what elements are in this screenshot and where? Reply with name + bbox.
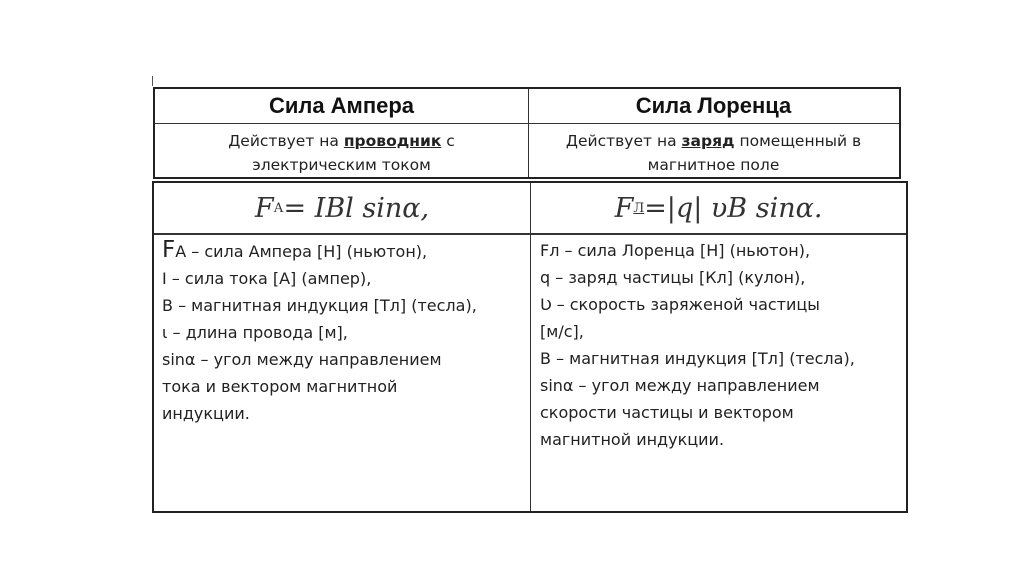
ampere-terms xyxy=(162,237,524,427)
margin-mark xyxy=(152,76,153,86)
lorentz-term-line: q – заряд частицы [Кл] (кулон), xyxy=(540,268,806,287)
ampere-first-letter: F xyxy=(162,237,176,263)
lorentz-formula xyxy=(531,185,906,231)
ampere-term-line: индукции. xyxy=(162,404,250,423)
lorentz-term-line: Ʋ – скорость заряженой частицы xyxy=(540,295,820,314)
comparison-header-table xyxy=(153,87,901,179)
lorentz-term-line: магнитной индукции. xyxy=(540,430,725,449)
ampere-formula-rhs: = IBl sinα, xyxy=(283,192,430,224)
lorentz-formula-symbol: F xyxy=(614,192,634,224)
lorentz-formula-subscript: Л xyxy=(633,200,645,216)
ampere-desc-line2: электрическим током xyxy=(252,156,431,174)
ampere-desc-suffix: с xyxy=(441,132,455,150)
lorentz-term-line: скорости частицы и вектором xyxy=(540,403,794,422)
lorentz-description xyxy=(532,129,895,177)
ampere-desc-keyword: проводник xyxy=(343,132,442,150)
header-divider xyxy=(155,123,899,124)
ampere-term-line: B – магнитная индукция [Тл] (тесла), xyxy=(162,296,477,315)
ampere-formula-symbol: F xyxy=(254,192,274,224)
ampere-title: Сила Ампера xyxy=(268,93,415,118)
lorentz-desc-suffix: помещенный в xyxy=(734,132,862,150)
lorentz-term-line: B – магнитная индукция [Тл] (тесла), xyxy=(540,349,855,368)
ampere-desc-prefix: Действует на xyxy=(228,132,344,150)
ampere-term-line: I – сила тока [А] (ампер), xyxy=(162,269,372,288)
column-divider xyxy=(528,89,529,177)
ampere-term-line: А – сила Ампера [Н] (ньютон), xyxy=(175,242,428,261)
lorentz-terms xyxy=(540,237,900,453)
ampere-term-line: ι – длина провода [м], xyxy=(162,323,348,342)
lorentz-term-line: [м/с], xyxy=(540,322,584,341)
lorentz-formula-rhs: =|q| υB sinα. xyxy=(644,192,823,224)
formula-table xyxy=(152,181,908,513)
formula-divider xyxy=(154,233,906,235)
ampere-description xyxy=(159,129,524,177)
lorentz-title: Сила Лоренца xyxy=(635,93,792,118)
lorentz-desc-line2: магнитное поле xyxy=(647,156,780,174)
ampere-formula xyxy=(154,185,530,231)
lorentz-term-line: Fл – сила Лоренца [Н] (ньютон), xyxy=(540,241,811,260)
lorentz-term-line: sinα – угол между направлением xyxy=(540,376,820,395)
ampere-term-line: sinα – угол между направлением xyxy=(162,350,442,369)
lorentz-desc-keyword: заряд xyxy=(681,132,735,150)
lorentz-desc-prefix: Действует на xyxy=(565,132,682,150)
ampere-term-line: тока и вектором магнитной xyxy=(162,377,398,396)
ampere-formula-subscript: А xyxy=(273,200,284,216)
